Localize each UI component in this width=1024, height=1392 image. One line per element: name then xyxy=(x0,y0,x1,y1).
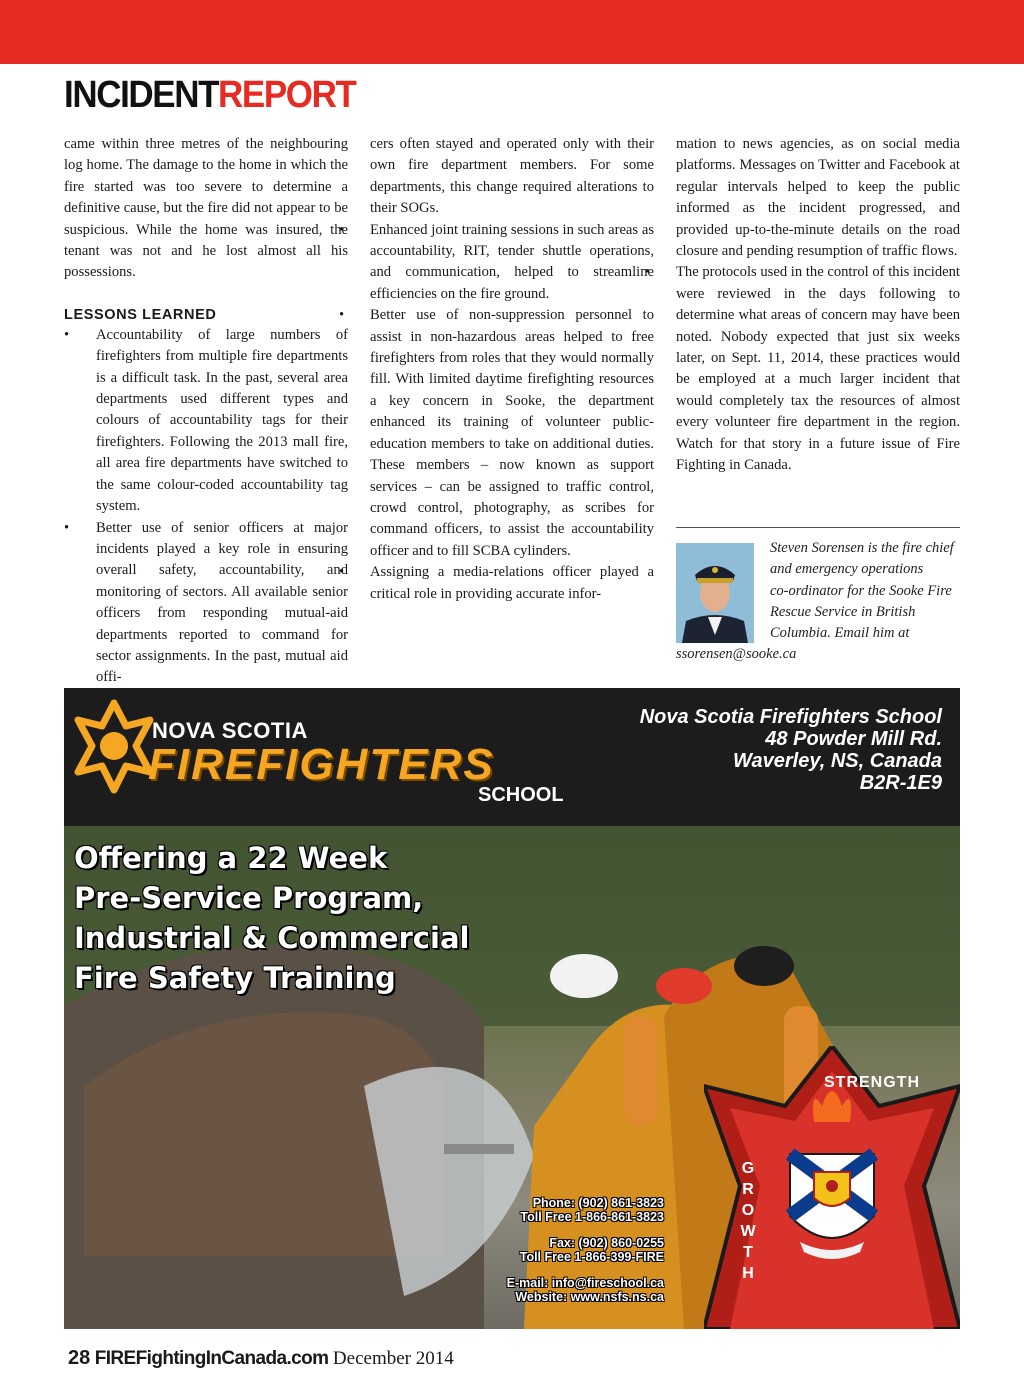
crest-strength-text: STRENGTH xyxy=(824,1074,920,1091)
crest-growth-text: GROWTH xyxy=(740,1160,756,1282)
lesson-item: • Accountability of large numbers of firefighters from multiple fire departments is a difficult task. In the past, several area departments used different types and colours of accountability tags for their firefighters. Following the 2013 mall fire, all area fire departments have switched to the same colour-coded accountability tag system. xyxy=(64,325,348,518)
author-divider xyxy=(676,527,960,528)
ad-tagline-line: Fire Safety Training xyxy=(74,961,396,995)
ad-toll-free-phone: Toll Free 1-866-861-3823 xyxy=(520,1210,664,1224)
author-email[interactable]: ssorensen@sooke.ca xyxy=(676,646,797,663)
ad-address-line: B2R-1E9 xyxy=(859,772,942,794)
issue-date: December 2014 xyxy=(332,1348,454,1369)
lessons-list-col1 xyxy=(64,325,348,689)
lesson-item: • Assigning a media-relations officer played a critical role in providing accurate infor- xyxy=(370,562,654,605)
ad-website[interactable]: Website: www.nsfs.ns.ca xyxy=(515,1290,664,1304)
ad-phone: Phone: (902) 861-3823 xyxy=(532,1196,664,1210)
ad-logo-sub-text: SCHOOL xyxy=(478,784,564,806)
lesson-item: • The protocols used in the control of this incident were reviewed in the days following to determine what areas of concern may have been noted. Nobody expected that just six weeks later, on Sept. 11, 2014, these practices would be employed at a much larger incident that would completely tax the resources of almost every volunteer fire department in the region. Watch for that story in a future issue of Fire Fighting in Canada. xyxy=(676,262,960,476)
ad-tagline-line: Offering a 22 Week xyxy=(74,841,388,875)
magazine-site[interactable]: FIREFightingInCanada.com xyxy=(94,1348,329,1369)
continuation-paragraph: mation to news agencies, as on social media platforms. Messages on Twitter and Facebook at regular intervals helped to keep the public informed as the incident progressed, and provided up-to-the-minute details on the road closure and pending resumption of traffic flows. xyxy=(676,136,960,260)
ad-address-line: Nova Scotia Firefighters School xyxy=(639,706,942,728)
ad-fax: Fax: (902) 860-0255 xyxy=(549,1236,664,1250)
ad-address xyxy=(640,706,942,794)
ad-contact-info xyxy=(464,1196,664,1304)
page-footer xyxy=(68,1344,454,1373)
lesson-item: • Better use of senior officers at major incidents played a key role in ensuring overall safety, accountability, and monitoring of sectors. All available senior officers from responding mutual-aid departments reported to command for sector assignments. In the past, mutual aid offi- xyxy=(64,518,348,689)
ad-email[interactable]: E-mail: info@fireschool.ca xyxy=(506,1276,664,1290)
article-intro-paragraph: came within three metres of the neighbouring log home. The damage to the home in which the fire started was too severe to determine a definitive cause, but the fire did not appear to be suspicious. While the home was insured, the tenant was not and he lost almost all his possessions. xyxy=(64,136,348,281)
lesson-item: • Better use of non-suppression personnel to assist in non-hazardous areas helped to free firefighters from roles that they would normally fill. With limited daytime firefighting resources a key concern in Sooke, the department enhanced its training of volunteer public-education members to take on additional duties. These members – now known as support services – can be assigned to traffic control, crowd control, photography, as scribes for command officers, to assist the accountability officer and to fill SCBA cylinders. xyxy=(370,305,654,562)
advertisement[interactable] xyxy=(64,688,960,1329)
ad-logo-top-text: NOVA SCOTIA xyxy=(152,718,308,743)
ad-toll-free-fax: Toll Free 1-866-399-FIRE xyxy=(519,1250,664,1264)
ad-address-line: Waverley, NS, Canada xyxy=(733,750,942,772)
article-column-3 xyxy=(676,134,960,477)
page-number: 28 xyxy=(68,1347,91,1369)
lessons-learned-heading: LESSONS LEARNED xyxy=(64,306,217,323)
ad-tagline-line: Pre-Service Program, xyxy=(74,881,424,915)
section-title-part2: REPORT xyxy=(218,74,356,116)
ad-logo-main-text: FIREFIGHTERS xyxy=(148,740,495,789)
author-bio-line: co-ordinator for the Sooke Fire xyxy=(770,582,952,599)
ad-address-line: 48 Powder Mill Rd. xyxy=(765,728,942,750)
lesson-item: • Enhanced joint training sessions in such areas as accountability, RIT, tender shuttle operations, and communication, helped to streamline efficiencies on the fire ground. xyxy=(370,220,654,306)
maltese-cross-logo-icon xyxy=(74,698,154,803)
author-bio-line: Columbia. Email him at xyxy=(770,625,910,642)
author-bio xyxy=(676,538,960,666)
top-color-bar xyxy=(0,0,1024,64)
section-title xyxy=(64,74,355,116)
article-column-1 xyxy=(64,134,348,689)
author-bio-line: Rescue Service in British xyxy=(770,603,916,620)
ad-tagline-line: Industrial & Commercial xyxy=(74,921,470,955)
ad-tagline xyxy=(74,838,469,998)
section-title-part1: INCIDENT xyxy=(64,74,219,116)
lessons-list-col3 xyxy=(676,262,960,476)
article-column-2 xyxy=(370,134,654,605)
continuation-paragraph: cers often stayed and operated only with their own fire department members. For some departments, this change required alterations to their SOGs. xyxy=(370,136,654,217)
author-bio-line: and emergency operations xyxy=(770,561,924,578)
author-bio-line: Steven Sorensen is the fire chief xyxy=(770,540,954,556)
lessons-list-col2 xyxy=(370,220,654,605)
